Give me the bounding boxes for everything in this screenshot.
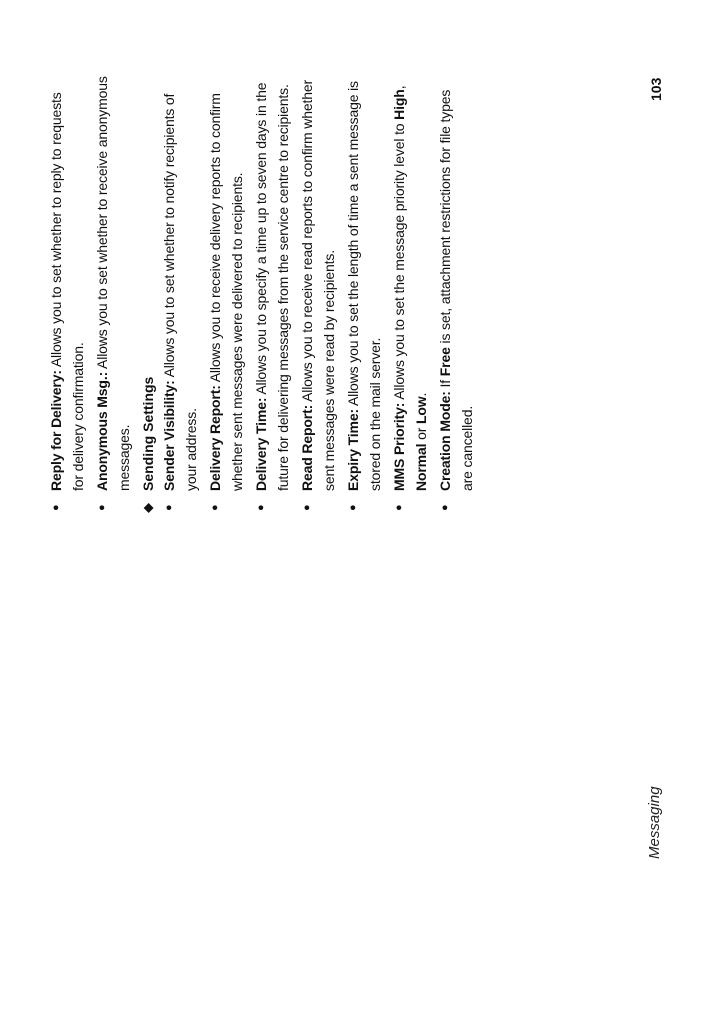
- list-item-anonymous-msg: [92, 73, 135, 513]
- item-term: Read Report:: [299, 404, 315, 491]
- item-term: Expiry Time:: [345, 409, 361, 491]
- item-description: Allows you to set the length of time a sent message is stored on the mail server.: [345, 81, 383, 491]
- settings-list: [46, 73, 481, 513]
- item-term: Creation Mode:: [437, 391, 453, 491]
- item-description: Allows you to set the message priority level to: [391, 119, 407, 403]
- item-description-cont: or: [412, 424, 429, 444]
- footer-section-title: Messaging: [646, 786, 663, 859]
- option-free: Free: [437, 347, 453, 377]
- item-description: Allows you to set whether to reply to requests for delivery confirmation.: [48, 92, 86, 491]
- item-description: Allows you to set whether to receive anonymous messages.: [94, 76, 132, 491]
- bullet-icon: ●: [163, 504, 175, 511]
- bullet-icon: ●: [96, 504, 108, 511]
- list-item-delivery-time: [251, 73, 294, 513]
- section-heading-label: Sending Settings: [140, 376, 156, 491]
- item-end: .: [412, 392, 429, 397]
- item-description-cont: is set, attachment restrictions for file types are cancelled.: [437, 89, 475, 491]
- item-description: Allows you to receive read reports to confirm whether sent messages were read by recipients.: [299, 79, 337, 491]
- bullet-icon: ●: [209, 504, 221, 511]
- item-term: Reply for Delivery:: [48, 370, 64, 491]
- item-term: Sender Visibility:: [161, 380, 177, 491]
- list-item-read-report: [297, 73, 340, 513]
- list-item-creation-mode: [435, 73, 478, 513]
- list-item-sender-visibility: [159, 73, 202, 513]
- bullet-icon: ●: [347, 504, 359, 511]
- list-item-reply-for-delivery: [46, 73, 89, 513]
- option-high: High: [391, 89, 407, 120]
- option-low: Low: [412, 396, 429, 425]
- list-item-delivery-report: [205, 73, 248, 513]
- item-term: Delivery Time:: [253, 397, 269, 491]
- section-heading-sending-settings: [138, 73, 158, 513]
- item-description: Allows you to receive delivery reports to confirm whether sent messages were delivered to recipients.: [207, 93, 245, 491]
- list-item-mms-priority: [389, 73, 432, 513]
- item-description: If: [437, 376, 453, 392]
- item-term: Anonymous Msg.:: [94, 371, 110, 491]
- bullet-icon: ●: [393, 504, 405, 511]
- item-term: Delivery Report:: [207, 385, 223, 491]
- bullet-icon: ●: [439, 504, 451, 511]
- option-normal: Normal: [412, 443, 429, 491]
- item-term: MMS Priority:: [391, 402, 407, 491]
- item-description: Allows you to set whether to notify recipients of your address.: [161, 93, 199, 491]
- page-number: 103: [648, 77, 664, 101]
- separator: ,: [391, 85, 407, 90]
- item-description: Allows you to specify a time up to seven days in the future for delivering messages from the service centre to recipients.: [253, 82, 291, 491]
- diamond-icon: ◆: [140, 503, 155, 513]
- bullet-icon: ●: [301, 504, 313, 511]
- bullet-icon: ●: [50, 504, 62, 511]
- list-item-expiry-time: [343, 73, 386, 513]
- bullet-icon: ●: [255, 504, 267, 511]
